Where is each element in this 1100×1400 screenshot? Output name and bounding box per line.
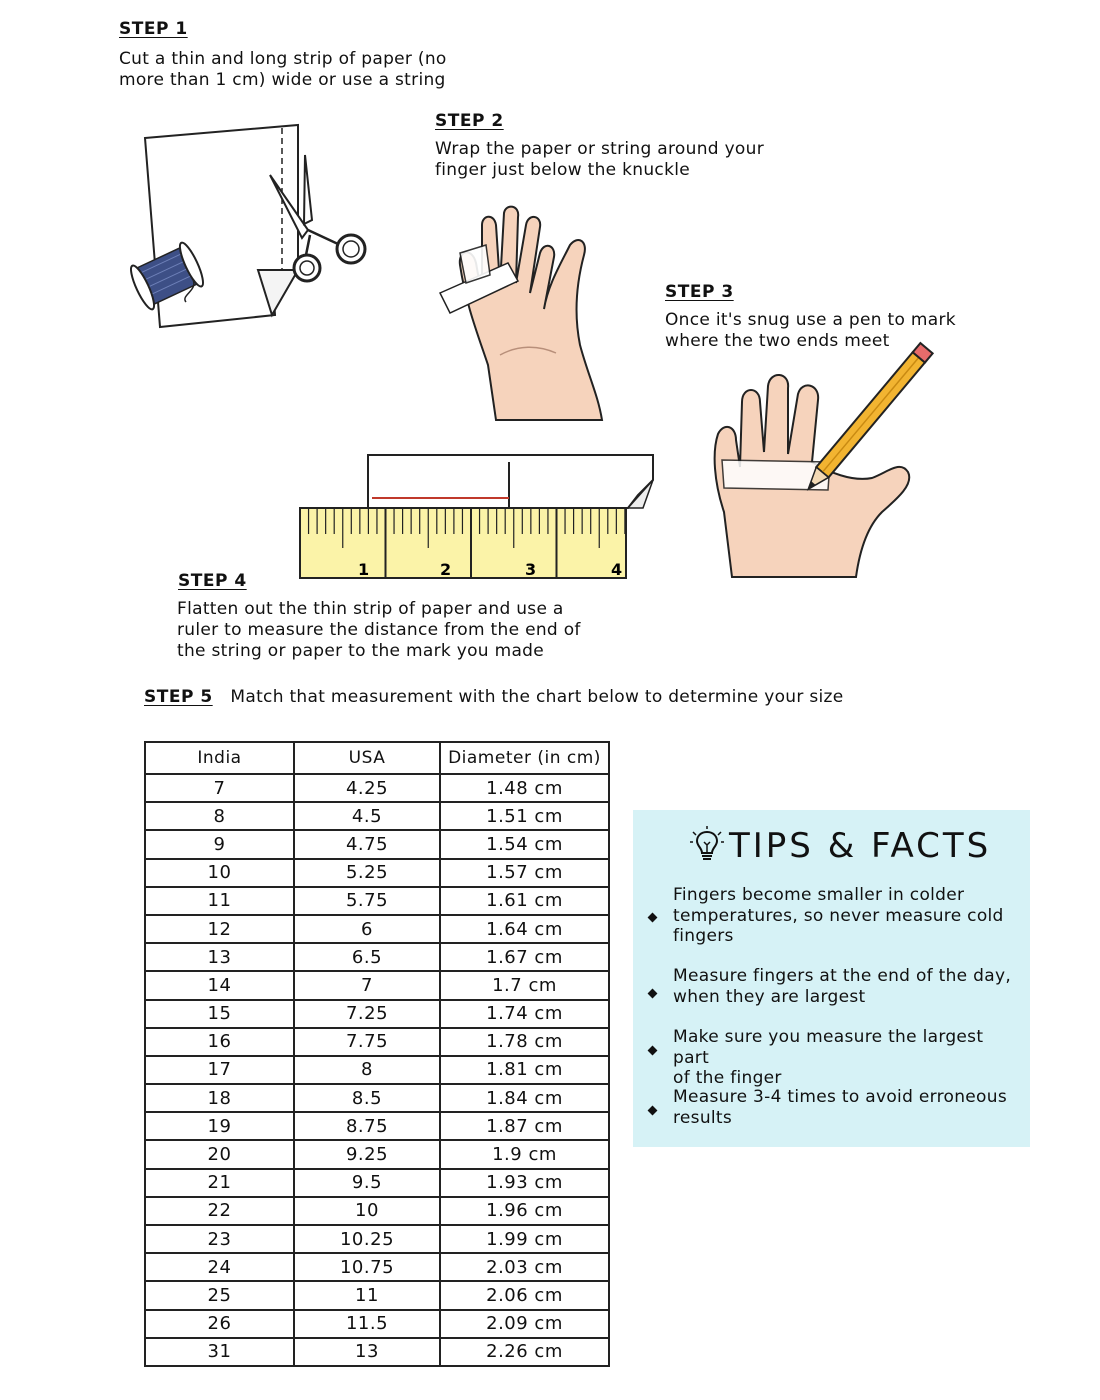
step-4-text <box>177 599 581 662</box>
cell-india: 31 <box>145 1338 294 1366</box>
table-row <box>145 1197 609 1225</box>
table-row <box>145 1225 609 1253</box>
step-5-text: Match that measurement with the chart below to determine your size <box>230 687 844 707</box>
cell-diameter: 1.87 cm <box>440 1112 609 1140</box>
table-row <box>145 915 609 943</box>
table-body <box>145 774 609 1366</box>
bullet-icon <box>648 913 658 923</box>
ruler-number: 3 <box>525 560 537 579</box>
cell-usa: 11 <box>294 1281 440 1309</box>
cell-usa: 6.5 <box>294 943 440 971</box>
tip-item <box>673 885 1013 947</box>
hand-pencil-illustration <box>712 342 917 582</box>
step-4-line: Flatten out the thin strip of paper and use a <box>177 599 564 619</box>
tip-line: of the finger <box>673 1068 782 1088</box>
cell-india: 7 <box>145 774 294 802</box>
cell-diameter: 1.74 cm <box>440 1000 609 1028</box>
step-1-title: STEP 1 <box>119 19 188 39</box>
tip-item <box>673 966 1013 1007</box>
table-header-row <box>145 742 609 774</box>
cell-india: 10 <box>145 859 294 887</box>
ruler-illustration <box>298 450 658 580</box>
cell-usa: 9.25 <box>294 1140 440 1168</box>
cell-diameter: 1.9 cm <box>440 1140 609 1168</box>
column-header-diameter: Diameter (in cm) <box>440 742 609 774</box>
cell-india: 25 <box>145 1281 294 1309</box>
bullet-icon <box>648 1046 658 1056</box>
step-2-title: STEP 2 <box>435 111 504 131</box>
column-header-usa: USA <box>294 742 440 774</box>
cell-diameter: 1.99 cm <box>440 1225 609 1253</box>
table-row <box>145 1000 609 1028</box>
cell-diameter: 1.54 cm <box>440 830 609 858</box>
cell-usa: 9.5 <box>294 1169 440 1197</box>
bullet-icon <box>648 989 658 999</box>
step-3-line: Once it's snug use a pen to mark <box>665 310 956 330</box>
cell-usa: 13 <box>294 1338 440 1366</box>
cell-diameter: 1.64 cm <box>440 915 609 943</box>
ring-size-table <box>144 741 610 1367</box>
step-1-line: Cut a thin and long strip of paper (no <box>119 49 447 69</box>
cell-usa: 5.25 <box>294 859 440 887</box>
table-row <box>145 802 609 830</box>
cell-india: 11 <box>145 887 294 915</box>
cell-india: 19 <box>145 1112 294 1140</box>
cell-usa: 7.75 <box>294 1028 440 1056</box>
tip-line: when they are largest <box>673 986 866 1007</box>
column-header-india: India <box>145 742 294 774</box>
cell-usa: 6 <box>294 915 440 943</box>
table-row <box>145 830 609 858</box>
cell-diameter: 1.51 cm <box>440 802 609 830</box>
cell-usa: 11.5 <box>294 1310 440 1338</box>
table-row <box>145 1056 609 1084</box>
cell-diameter: 1.96 cm <box>440 1197 609 1225</box>
cell-diameter: 2.09 cm <box>440 1310 609 1338</box>
step-1-text <box>119 49 447 91</box>
step-2-text <box>435 139 764 181</box>
cell-diameter: 2.03 cm <box>440 1253 609 1281</box>
cell-india: 26 <box>145 1310 294 1338</box>
cell-india: 18 <box>145 1084 294 1112</box>
cell-usa: 5.75 <box>294 887 440 915</box>
tip-line: Make sure you measure the largest part <box>673 1027 984 1068</box>
cell-india: 21 <box>145 1169 294 1197</box>
cell-diameter: 2.26 cm <box>440 1338 609 1366</box>
tip-item <box>673 1087 1013 1128</box>
cell-diameter: 1.67 cm <box>440 943 609 971</box>
cell-usa: 8.75 <box>294 1112 440 1140</box>
step-3-title: STEP 3 <box>665 282 734 302</box>
table-row <box>145 943 609 971</box>
hand-wrapping-illustration <box>438 205 608 425</box>
table-row <box>145 1253 609 1281</box>
cell-diameter: 2.06 cm <box>440 1281 609 1309</box>
paper-scissors-illustration <box>130 120 380 335</box>
table-row <box>145 1084 609 1112</box>
ruler-number: 4 <box>611 560 623 579</box>
step-3-line: where the two ends meet <box>665 331 890 351</box>
table-row <box>145 1310 609 1338</box>
cell-diameter: 1.84 cm <box>440 1084 609 1112</box>
step-2-line: finger just below the knuckle <box>435 160 691 180</box>
cell-usa: 7 <box>294 971 440 999</box>
cell-india: 23 <box>145 1225 294 1253</box>
lightbulb-icon <box>689 826 725 862</box>
cell-india: 15 <box>145 1000 294 1028</box>
table-row <box>145 1112 609 1140</box>
cell-usa: 10.25 <box>294 1225 440 1253</box>
cell-usa: 10.75 <box>294 1253 440 1281</box>
cell-india: 14 <box>145 971 294 999</box>
table-row <box>145 971 609 999</box>
cell-diameter: 1.7 cm <box>440 971 609 999</box>
cell-india: 16 <box>145 1028 294 1056</box>
tip-item <box>673 1027 1013 1089</box>
cell-diameter: 1.57 cm <box>440 859 609 887</box>
cell-usa: 8 <box>294 1056 440 1084</box>
cell-diameter: 1.81 cm <box>440 1056 609 1084</box>
tips-title: TIPS & FACTS <box>729 826 992 866</box>
tip-line: results <box>673 1107 733 1128</box>
tip-line: Measure 3-4 times to avoid erroneous <box>673 1087 1007 1107</box>
cell-usa: 8.5 <box>294 1084 440 1112</box>
cell-india: 12 <box>145 915 294 943</box>
cell-diameter: 1.61 cm <box>440 887 609 915</box>
cell-usa: 10 <box>294 1197 440 1225</box>
table-row <box>145 1281 609 1309</box>
ruler-number: 2 <box>440 560 452 579</box>
cell-india: 24 <box>145 1253 294 1281</box>
cell-diameter: 1.78 cm <box>440 1028 609 1056</box>
ruler-number: 1 <box>358 560 370 579</box>
bullet-icon <box>648 1106 658 1116</box>
tip-line: Fingers become smaller in colder <box>673 885 965 905</box>
cell-india: 22 <box>145 1197 294 1225</box>
tip-line: Measure fingers at the end of the day, <box>673 966 1012 986</box>
tip-line: temperatures, so never measure cold <box>673 905 1004 926</box>
step-4-title: STEP 4 <box>178 571 247 591</box>
step-4-line: the string or paper to the mark you made <box>177 641 545 661</box>
tip-line: fingers <box>673 926 734 946</box>
table-row <box>145 1338 609 1366</box>
table-row <box>145 1169 609 1197</box>
cell-india: 9 <box>145 830 294 858</box>
tips-facts-panel <box>633 810 1030 1147</box>
cell-usa: 4.75 <box>294 830 440 858</box>
cell-usa: 4.5 <box>294 802 440 830</box>
cell-india: 20 <box>145 1140 294 1168</box>
table-row <box>145 859 609 887</box>
cell-india: 8 <box>145 802 294 830</box>
cell-diameter: 1.93 cm <box>440 1169 609 1197</box>
cell-diameter: 1.48 cm <box>440 774 609 802</box>
step-2-line: Wrap the paper or string around your <box>435 139 765 159</box>
cell-india: 17 <box>145 1056 294 1084</box>
cell-usa: 4.25 <box>294 774 440 802</box>
table-row <box>145 1028 609 1056</box>
table-row <box>145 774 609 802</box>
cell-usa: 7.25 <box>294 1000 440 1028</box>
cell-india: 13 <box>145 943 294 971</box>
step-5-row <box>144 687 844 707</box>
table-row <box>145 1140 609 1168</box>
step-5-title: STEP 5 <box>144 687 213 707</box>
table-row <box>145 887 609 915</box>
step-1-line: more than 1 cm) wide or use a string <box>119 70 446 90</box>
step-4-line: ruler to measure the distance from the end of <box>177 620 581 640</box>
